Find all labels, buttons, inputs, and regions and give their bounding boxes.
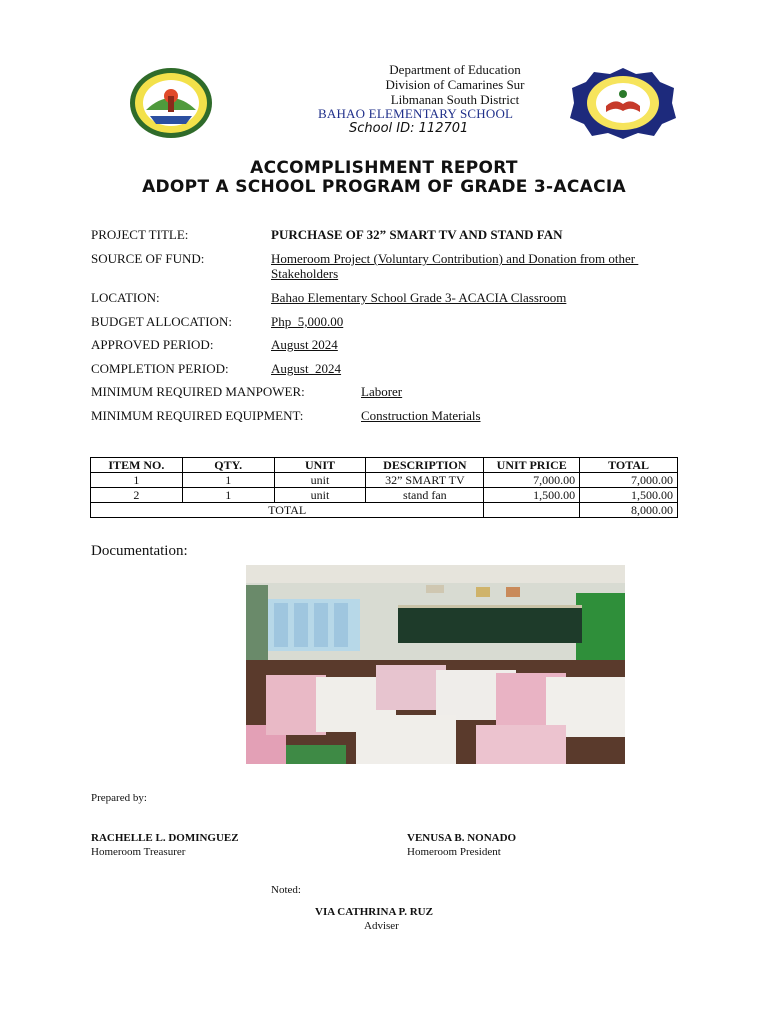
district-line: Libmanan South District xyxy=(390,92,520,107)
col-header-item-no: ITEM NO. xyxy=(91,458,183,473)
president-role: Homeroom President xyxy=(407,846,501,858)
dept-line: Department of Education xyxy=(389,62,521,77)
adviser-name: VIA CATHRINA P. RUZ xyxy=(315,906,433,918)
school-id: School ID: 112701 xyxy=(349,121,469,136)
table-row xyxy=(91,488,678,503)
equipment-value: Construction Materials xyxy=(361,408,481,423)
cell-item-no: 1 xyxy=(91,473,183,488)
grand-total-cell: 8,000.00 xyxy=(580,503,678,518)
school-name: BAHAO ELEMENTARY SCHOOL xyxy=(318,106,514,121)
prepared-by-label: Prepared by: xyxy=(91,792,147,804)
manpower-label: MINIMUM REQUIRED MANPOWER: xyxy=(91,384,305,399)
location-value: Bahao Elementary School Grade 3- ACACIA Classroom xyxy=(271,290,567,305)
division-line: Division of Camarines Sur xyxy=(385,77,525,92)
cell-description: stand fan xyxy=(366,488,484,503)
manpower-value: Laborer xyxy=(361,384,403,399)
col-header-qty: QTY. xyxy=(182,458,274,473)
budget-label: BUDGET ALLOCATION: xyxy=(91,314,232,329)
col-header-unit-price: UNIT PRICE xyxy=(484,458,580,473)
bahao-school-seal xyxy=(568,66,678,140)
cell-item-no: 2 xyxy=(91,488,183,503)
treasurer-role: Homeroom Treasurer xyxy=(91,846,186,858)
cell-description: 32” SMART TV xyxy=(366,473,484,488)
approved-period-value: August 2024 xyxy=(271,337,338,352)
completion-period-value: August 2024 xyxy=(271,361,342,376)
report-title: ACCOMPLISHMENT REPORT xyxy=(250,158,518,178)
equipment-label: MINIMUM REQUIRED EQUIPMENT: xyxy=(91,408,304,423)
cell-unit-price: 7,000.00 xyxy=(484,473,580,488)
deped-division-seal xyxy=(128,66,214,140)
cell-unit-price: 1,500.00 xyxy=(484,488,580,503)
president-name: VENUSA B. NONADO xyxy=(407,832,517,844)
source-of-fund-value-line2: Stakeholders xyxy=(271,266,339,281)
classroom-photo xyxy=(246,565,625,764)
budget-value: Php 5,000.00 xyxy=(271,314,344,329)
noted-label: Noted: xyxy=(271,884,301,896)
approved-period-label: APPROVED PERIOD: xyxy=(91,337,214,352)
adviser-role: Adviser xyxy=(364,920,399,932)
cell-unit: unit xyxy=(274,488,366,503)
table-header-row xyxy=(91,458,678,473)
completion-period-label: COMPLETION PERIOD: xyxy=(91,361,229,376)
location-label: LOCATION: xyxy=(91,290,160,305)
documentation-label: Documentation: xyxy=(91,543,188,559)
col-header-description: DESCRIPTION xyxy=(366,458,484,473)
cell-total: 7,000.00 xyxy=(580,473,678,488)
empty-cell xyxy=(484,503,580,518)
total-label-cell: TOTAL xyxy=(91,503,484,518)
col-header-unit: UNIT xyxy=(274,458,366,473)
cell-total: 1,500.00 xyxy=(580,488,678,503)
project-title-label: PROJECT TITLE: xyxy=(91,227,189,242)
source-of-fund-value-line1: Homeroom Project (Voluntary Contribution) and Donation from other xyxy=(271,251,639,266)
treasurer-name: RACHELLE L. DOMINGUEZ xyxy=(91,832,239,844)
col-header-total: TOTAL xyxy=(580,458,678,473)
report-subtitle: ADOPT A SCHOOL PROGRAM OF GRADE 3-ACACIA xyxy=(142,177,626,197)
table-row xyxy=(91,473,678,488)
project-title-value: PURCHASE OF 32” SMART TV AND STAND FAN xyxy=(271,227,563,242)
table-total-row xyxy=(91,503,678,518)
source-of-fund-label: SOURCE OF FUND: xyxy=(91,251,205,266)
cell-qty: 1 xyxy=(182,488,274,503)
items-table xyxy=(90,457,678,518)
cell-unit: unit xyxy=(274,473,366,488)
cell-qty: 1 xyxy=(182,473,274,488)
